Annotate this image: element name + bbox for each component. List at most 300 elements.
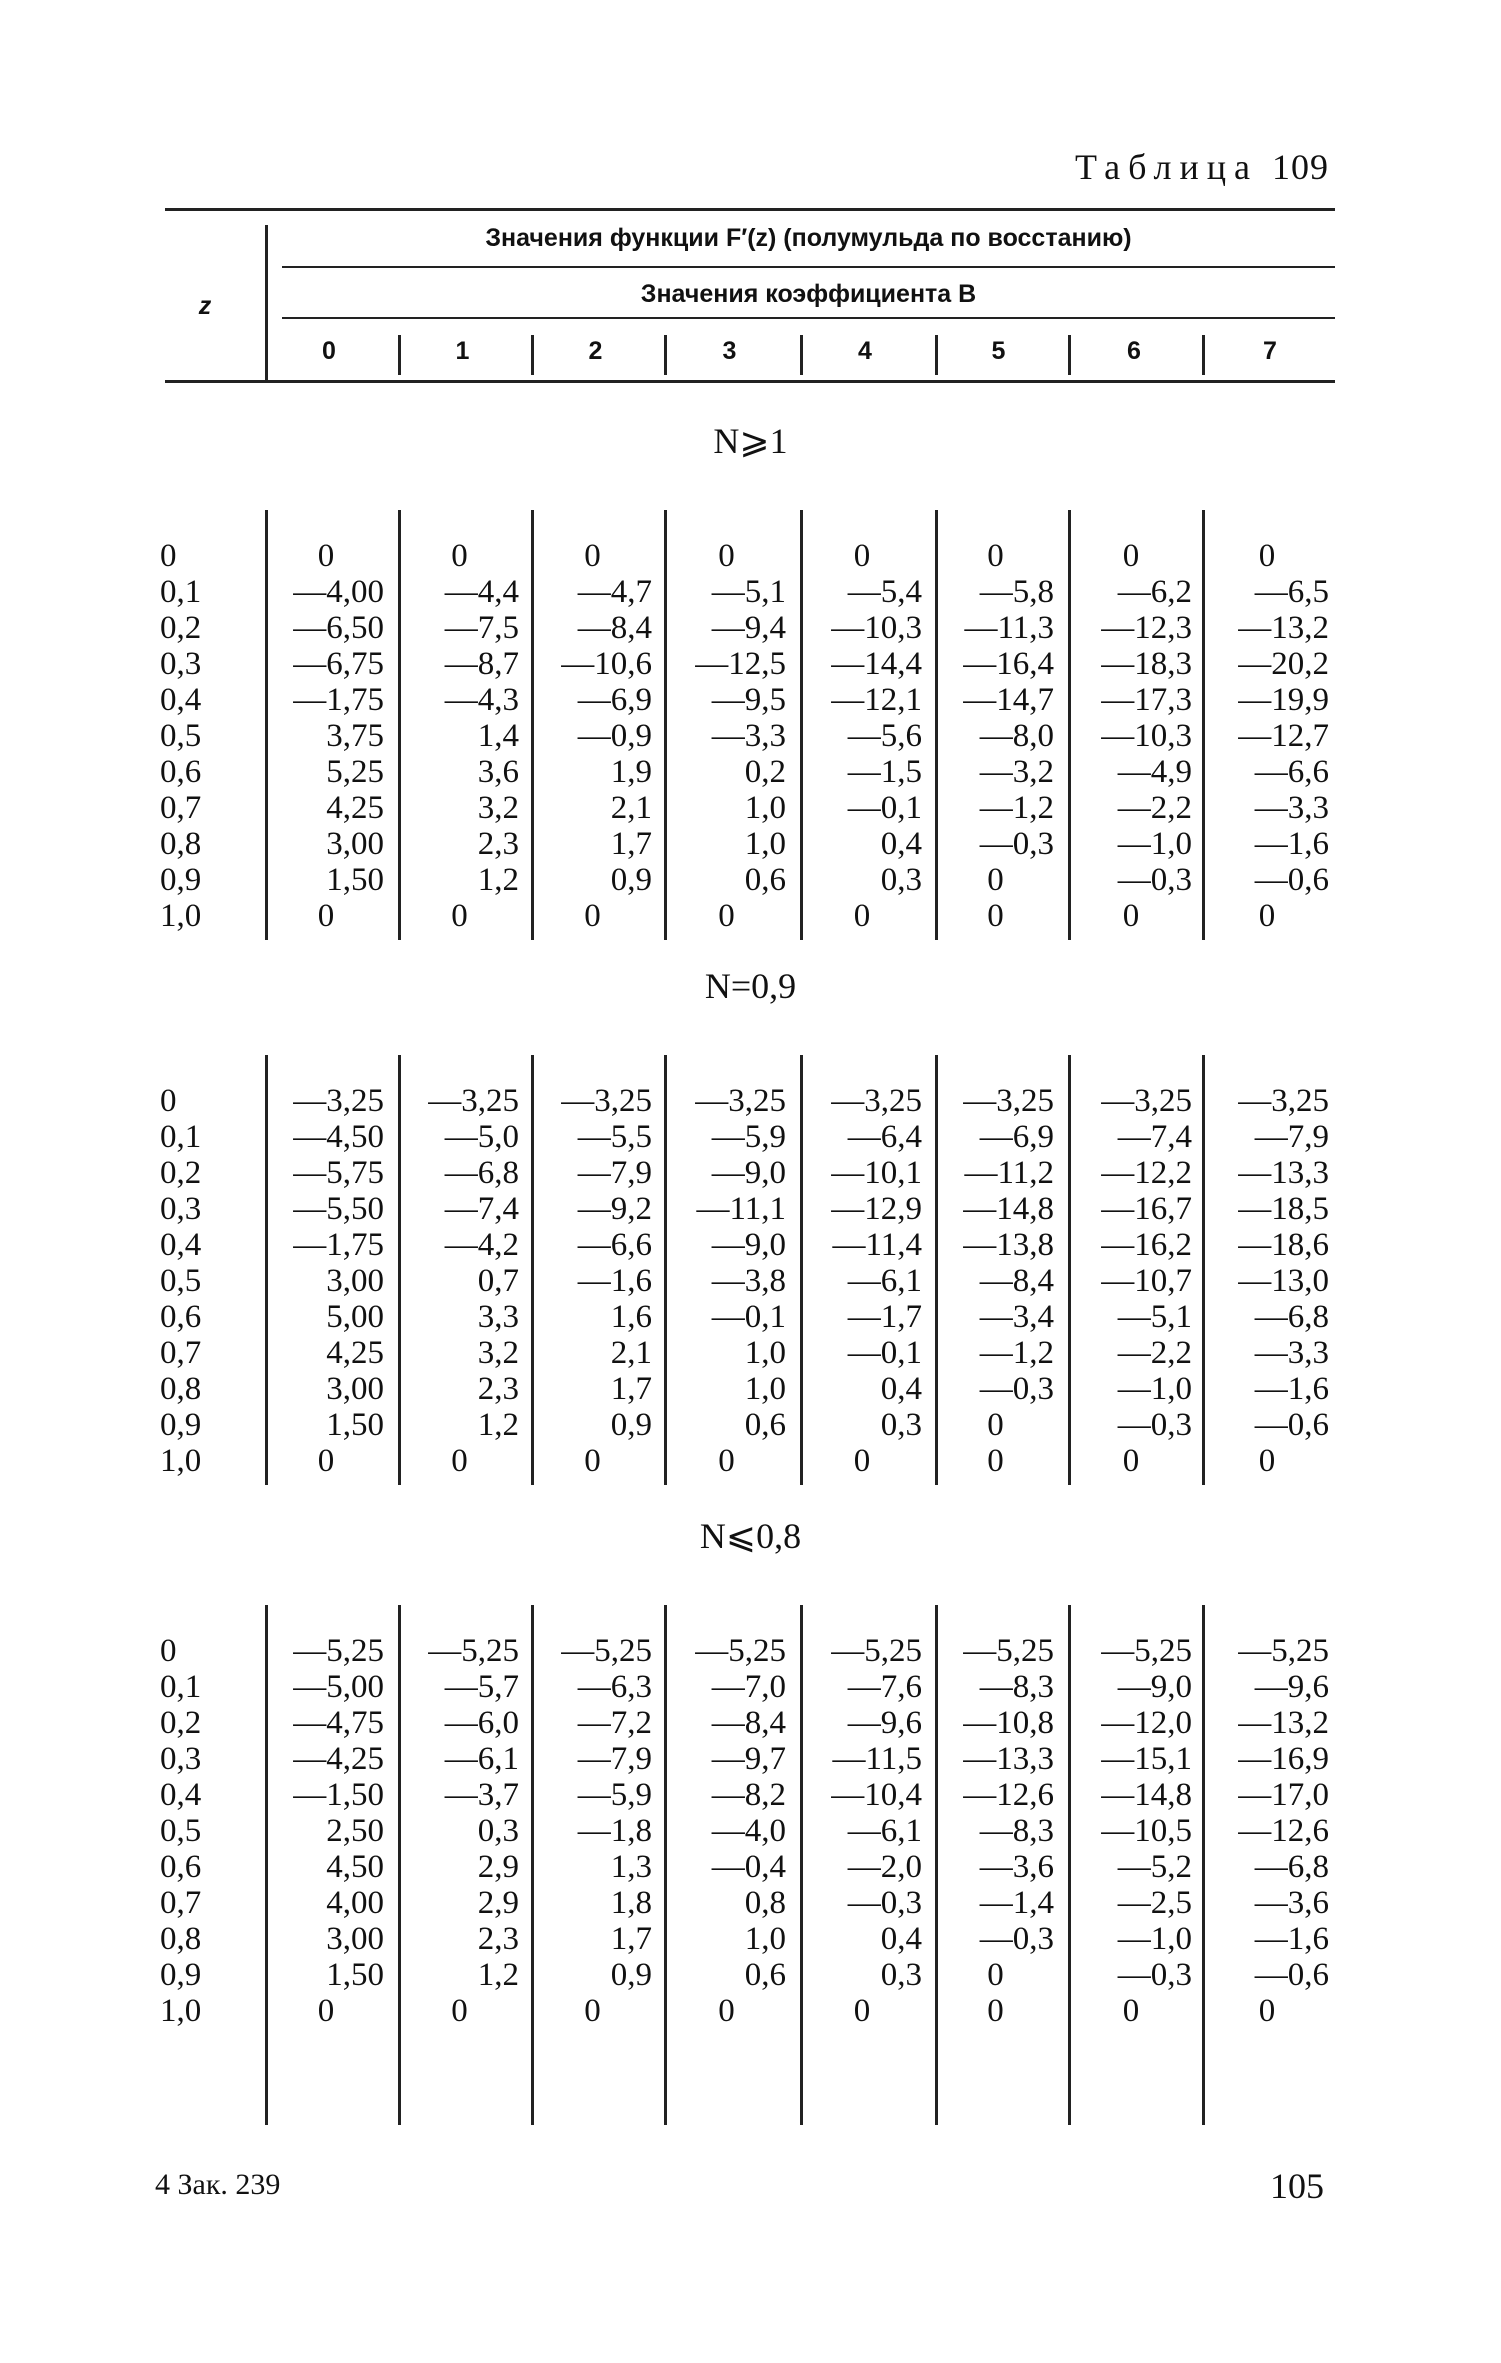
value-cell: 3,00 xyxy=(326,1371,384,1407)
value-cell: —5,25 xyxy=(293,1633,384,1669)
z-cell: 0,6 xyxy=(160,1849,202,1885)
z-cell: 0,4 xyxy=(160,1777,202,1813)
value-cell: —14,8 xyxy=(1101,1777,1192,1813)
value-cell: 0 xyxy=(451,538,468,574)
value-cell: 0 xyxy=(1122,898,1140,934)
value-cell: 0,9 xyxy=(610,862,652,898)
value-cell: —12,1 xyxy=(831,682,922,718)
value-cell: —13,2 xyxy=(1238,610,1329,646)
value-cell: —9,2 xyxy=(577,1191,652,1227)
value-cell: —1,6 xyxy=(577,1263,652,1299)
value-cell: 0,7 xyxy=(477,1263,519,1299)
value-cell: 0 xyxy=(1122,538,1140,574)
value-cell: —11,4 xyxy=(832,1227,922,1263)
value-cell: —7,2 xyxy=(577,1705,652,1741)
b-header-divider xyxy=(935,335,938,375)
value-cell: —3,25 xyxy=(695,1083,786,1119)
value-cell: —16,2 xyxy=(1101,1227,1192,1263)
z-cell: 1,0 xyxy=(160,898,202,934)
value-cell: —9,7 xyxy=(711,1741,786,1777)
value-cell: 1,2 xyxy=(477,1407,519,1443)
value-cell: —5,5 xyxy=(577,1119,652,1155)
value-cell: —2,2 xyxy=(1117,1335,1192,1371)
data-column-b3 xyxy=(667,538,786,934)
z-cell: 0,4 xyxy=(160,682,202,718)
function-title: Значения функции F′(z) (полумульда по восстанию) xyxy=(485,224,1132,252)
value-cell: —3,25 xyxy=(293,1083,384,1119)
z-cell: 0,9 xyxy=(160,862,202,898)
value-cell: —4,3 xyxy=(444,682,519,718)
value-cell: 1,8 xyxy=(610,1885,652,1921)
value-cell: 0 xyxy=(853,1993,871,2029)
value-cell: —4,00 xyxy=(293,574,384,610)
value-cell: 0,3 xyxy=(880,862,922,898)
value-cell: —10,1 xyxy=(831,1155,922,1191)
value-cell: —11,5 xyxy=(832,1741,922,1777)
value-cell: —4,25 xyxy=(293,1741,384,1777)
value-cell: —14,4 xyxy=(831,646,922,682)
z-cell: 0,8 xyxy=(160,1371,202,1407)
z-cell: 0,5 xyxy=(160,1813,202,1849)
data-column-b7 xyxy=(1205,1083,1329,1479)
header-top-rule xyxy=(165,208,1335,211)
value-cell: —3,3 xyxy=(711,718,786,754)
value-cell: —6,9 xyxy=(979,1119,1054,1155)
value-cell: —17,0 xyxy=(1238,1777,1329,1813)
value-cell: —0,3 xyxy=(979,1921,1054,1957)
value-cell: 0 xyxy=(1258,898,1276,934)
value-cell: —0,1 xyxy=(847,1335,922,1371)
section-label: N⩾1 xyxy=(713,421,788,461)
value-cell: —5,25 xyxy=(428,1633,519,1669)
b-header-divider xyxy=(398,335,401,375)
value-cell: —1,6 xyxy=(1254,1371,1329,1407)
z-cell: 0,7 xyxy=(160,1335,202,1371)
value-cell: —0,3 xyxy=(847,1885,922,1921)
value-cell: —5,6 xyxy=(847,718,922,754)
value-cell: —1,7 xyxy=(847,1299,922,1335)
value-cell: —3,7 xyxy=(444,1777,519,1813)
value-cell: 0 xyxy=(1122,1443,1140,1479)
value-cell: 1,0 xyxy=(744,1371,786,1407)
value-cell: —12,7 xyxy=(1238,718,1329,754)
value-cell: —5,8 xyxy=(979,574,1054,610)
value-cell: 0,8 xyxy=(744,1885,786,1921)
value-cell: —6,8 xyxy=(1254,1299,1329,1335)
value-cell: —11,1 xyxy=(696,1191,786,1227)
value-cell: —8,2 xyxy=(711,1777,786,1813)
value-cell: 0 xyxy=(718,1993,735,2029)
value-cell: —3,25 xyxy=(831,1083,922,1119)
value-cell: —0,9 xyxy=(577,718,652,754)
z-cell: 0,9 xyxy=(160,1407,202,1443)
value-cell: 0,6 xyxy=(744,862,786,898)
data-column-b3 xyxy=(667,1633,786,2029)
value-cell: —5,2 xyxy=(1117,1849,1192,1885)
value-cell: 0 xyxy=(987,898,1004,934)
value-cell: —6,9 xyxy=(577,682,652,718)
value-cell: 0 xyxy=(853,1443,871,1479)
value-cell: —5,4 xyxy=(847,574,922,610)
z-cell: 0,8 xyxy=(160,1921,202,1957)
data-column-b4 xyxy=(802,1083,922,1479)
value-cell: 4,50 xyxy=(326,1849,384,1885)
data-column-b0 xyxy=(268,1633,384,2029)
value-cell: 0 xyxy=(718,898,735,934)
value-cell: 0 xyxy=(987,1443,1004,1479)
b-header-divider xyxy=(1202,335,1205,375)
z-cell: 0,3 xyxy=(160,1741,202,1777)
value-cell: —16,7 xyxy=(1101,1191,1192,1227)
value-cell: 0,2 xyxy=(744,754,786,790)
value-cell: —6,50 xyxy=(293,610,384,646)
b-header-4: 4 xyxy=(858,337,872,365)
table-caption-word: Таблица xyxy=(1075,147,1258,187)
value-cell: —10,3 xyxy=(831,610,922,646)
value-cell: 1,0 xyxy=(744,790,786,826)
value-cell: —10,6 xyxy=(561,646,652,682)
data-column-b6 xyxy=(1070,1083,1192,1479)
value-cell: 1,6 xyxy=(610,1299,652,1335)
value-cell: —2,2 xyxy=(1117,790,1192,826)
header-bottom-rule xyxy=(165,380,1335,383)
value-cell: 0 xyxy=(317,898,335,934)
b-header-1: 1 xyxy=(455,337,470,365)
value-cell: 0 xyxy=(987,1957,1004,1993)
coef-title: Значения коэффициента B xyxy=(640,280,977,308)
value-cell: 4,00 xyxy=(326,1885,384,1921)
value-cell: —1,8 xyxy=(577,1813,652,1849)
value-cell: 1,50 xyxy=(326,862,384,898)
footer-left: 4 Зак. 239 xyxy=(155,2168,281,2201)
z-cell: 0,6 xyxy=(160,754,202,790)
value-cell: —18,5 xyxy=(1238,1191,1329,1227)
value-cell: —18,3 xyxy=(1101,646,1192,682)
value-cell: —14,7 xyxy=(963,682,1054,718)
value-cell: 0 xyxy=(987,1407,1004,1443)
value-cell: 1,2 xyxy=(477,1957,519,1993)
value-cell: 2,50 xyxy=(326,1813,384,1849)
value-cell: —9,6 xyxy=(847,1705,922,1741)
value-cell: —2,0 xyxy=(847,1849,922,1885)
value-cell: —3,25 xyxy=(1101,1083,1192,1119)
header-rule-coef xyxy=(282,317,1335,319)
value-cell: —9,0 xyxy=(1117,1669,1192,1705)
value-cell: —13,3 xyxy=(1238,1155,1329,1191)
z-cell: 0,1 xyxy=(160,1669,202,1705)
value-cell: 0,9 xyxy=(610,1407,652,1443)
value-cell: —6,6 xyxy=(1254,754,1329,790)
value-cell: 0 xyxy=(987,862,1004,898)
value-cell: —3,25 xyxy=(561,1083,652,1119)
value-cell: —12,9 xyxy=(831,1191,922,1227)
value-cell: —12,0 xyxy=(1101,1705,1192,1741)
data-column-b7 xyxy=(1205,538,1329,934)
value-cell: —13,2 xyxy=(1238,1705,1329,1741)
value-cell: 0 xyxy=(987,538,1004,574)
value-cell: 1,0 xyxy=(744,1921,786,1957)
value-cell: 0,4 xyxy=(880,1921,922,1957)
value-cell: —4,7 xyxy=(577,574,652,610)
value-cell: —11,2 xyxy=(964,1155,1054,1191)
value-cell: —7,9 xyxy=(577,1155,652,1191)
value-cell: —5,9 xyxy=(577,1777,652,1813)
value-cell: 5,00 xyxy=(326,1299,384,1335)
value-cell: —3,25 xyxy=(428,1083,519,1119)
value-cell: —4,75 xyxy=(293,1705,384,1741)
value-cell: 0,3 xyxy=(477,1813,519,1849)
b-header-divider xyxy=(1068,335,1071,375)
b-header-divider xyxy=(664,335,667,375)
z-cell: 0 xyxy=(160,1633,177,1669)
value-cell: —2,5 xyxy=(1117,1885,1192,1921)
value-cell: —16,4 xyxy=(963,646,1054,682)
z-cell: 0,2 xyxy=(160,610,202,646)
value-cell: 2,1 xyxy=(610,1335,652,1371)
data-column-b5 xyxy=(937,1083,1054,1479)
value-cell: —6,3 xyxy=(577,1669,652,1705)
data-column-b3 xyxy=(667,1083,786,1479)
data-column-b2 xyxy=(533,1633,652,2029)
value-cell: —4,4 xyxy=(444,574,519,610)
b-header-2: 2 xyxy=(588,337,603,365)
value-cell: 3,00 xyxy=(326,1921,384,1957)
value-cell: —6,6 xyxy=(577,1227,652,1263)
value-cell: 0,4 xyxy=(880,1371,922,1407)
value-cell: —0,6 xyxy=(1254,1407,1329,1443)
value-cell: 0 xyxy=(718,1443,735,1479)
data-column-b1 xyxy=(400,538,519,934)
value-cell: —0,3 xyxy=(979,1371,1054,1407)
z-cell: 0,5 xyxy=(160,718,202,754)
value-cell: 0 xyxy=(584,898,601,934)
value-cell: 0 xyxy=(584,1993,601,2029)
value-cell: —7,6 xyxy=(847,1669,922,1705)
value-cell: —0,6 xyxy=(1254,1957,1329,1993)
b-header-5: 5 xyxy=(991,337,1006,365)
z-cell: 0 xyxy=(160,538,177,574)
value-cell: 1,50 xyxy=(326,1957,384,1993)
value-cell: 2,9 xyxy=(477,1885,519,1921)
value-cell: 2,1 xyxy=(610,790,652,826)
value-cell: —4,50 xyxy=(293,1119,384,1155)
z-cell: 0,1 xyxy=(160,1119,202,1155)
z-cell: 0,1 xyxy=(160,574,202,610)
z-cell: 0,2 xyxy=(160,1155,202,1191)
z-header: z xyxy=(198,292,212,320)
z-cell: 0,5 xyxy=(160,1263,202,1299)
data-column-b2 xyxy=(533,1083,652,1479)
value-cell: —1,50 xyxy=(293,1777,384,1813)
value-cell: 0 xyxy=(853,538,871,574)
value-cell: —0,6 xyxy=(1254,862,1329,898)
value-cell: —7,9 xyxy=(1254,1119,1329,1155)
value-cell: —3,2 xyxy=(979,754,1054,790)
value-cell: —5,25 xyxy=(561,1633,652,1669)
value-cell: 0 xyxy=(1258,538,1276,574)
value-cell: 0 xyxy=(1258,1993,1276,2029)
value-cell: —8,0 xyxy=(979,718,1054,754)
value-cell: 1,3 xyxy=(610,1849,652,1885)
value-cell: —18,6 xyxy=(1238,1227,1329,1263)
b-header-3: 3 xyxy=(722,337,737,365)
value-cell: —1,75 xyxy=(293,1227,384,1263)
section-label: N=0,9 xyxy=(704,966,797,1006)
value-cell: —3,8 xyxy=(711,1263,786,1299)
value-cell: —3,6 xyxy=(979,1849,1054,1885)
value-cell: 0,6 xyxy=(744,1407,786,1443)
value-cell: 0 xyxy=(451,1993,468,2029)
z-cell: 0,4 xyxy=(160,1227,202,1263)
value-cell: —6,1 xyxy=(444,1741,519,1777)
value-cell: 2,9 xyxy=(477,1849,519,1885)
value-cell: —3,4 xyxy=(979,1299,1054,1335)
z-cell: 0,7 xyxy=(160,1885,202,1921)
value-cell: —13,8 xyxy=(963,1227,1054,1263)
value-cell: —0,3 xyxy=(1117,1407,1192,1443)
value-cell: —6,5 xyxy=(1254,574,1329,610)
value-cell: 3,00 xyxy=(326,826,384,862)
value-cell: 0 xyxy=(317,1443,335,1479)
value-cell: —0,3 xyxy=(979,826,1054,862)
value-cell: —13,3 xyxy=(963,1741,1054,1777)
value-cell: —10,5 xyxy=(1101,1813,1192,1849)
table-caption xyxy=(1075,146,1329,188)
value-cell: 4,25 xyxy=(326,790,384,826)
value-cell: —5,25 xyxy=(831,1633,922,1669)
value-cell: —5,25 xyxy=(963,1633,1054,1669)
value-cell: —1,5 xyxy=(847,754,922,790)
value-cell: —14,8 xyxy=(963,1191,1054,1227)
data-column-b1 xyxy=(400,1633,519,2029)
z-cell: 1,0 xyxy=(160,1443,202,1479)
header-rule-function xyxy=(282,266,1335,268)
value-cell: 1,7 xyxy=(610,826,652,862)
value-cell: —6,0 xyxy=(444,1705,519,1741)
value-cell: —6,2 xyxy=(1117,574,1192,610)
value-cell: 3,00 xyxy=(326,1263,384,1299)
value-cell: —3,3 xyxy=(1254,1335,1329,1371)
value-cell: —10,3 xyxy=(1101,718,1192,754)
value-cell: 0 xyxy=(451,898,468,934)
value-cell: —9,5 xyxy=(711,682,786,718)
data-column-b4 xyxy=(802,1633,922,2029)
value-cell: —8,3 xyxy=(979,1813,1054,1849)
value-cell: —7,9 xyxy=(577,1741,652,1777)
value-cell: 0 xyxy=(317,1993,335,2029)
value-cell: —6,8 xyxy=(1254,1849,1329,1885)
value-cell: —6,8 xyxy=(444,1155,519,1191)
b-header-6: 6 xyxy=(1127,337,1141,365)
value-cell: 1,0 xyxy=(744,1335,786,1371)
value-cell: —12,6 xyxy=(1238,1813,1329,1849)
value-cell: —1,0 xyxy=(1117,1921,1192,1957)
value-cell: 1,4 xyxy=(477,718,519,754)
value-cell: —3,25 xyxy=(1238,1083,1329,1119)
z-cell: 0 xyxy=(160,1083,177,1119)
value-cell: —3,6 xyxy=(1254,1885,1329,1921)
value-cell: 1,9 xyxy=(610,754,652,790)
data-column-b7 xyxy=(1205,1633,1329,2029)
value-cell: —7,0 xyxy=(711,1669,786,1705)
z-cell: 0,7 xyxy=(160,790,202,826)
value-cell: 1,7 xyxy=(610,1371,652,1407)
value-cell: 0 xyxy=(1258,1443,1276,1479)
b-header-0: 0 xyxy=(322,337,336,365)
value-cell: —7,4 xyxy=(444,1191,519,1227)
value-cell: —7,5 xyxy=(444,610,519,646)
value-cell: 0,6 xyxy=(744,1957,786,1993)
z-cell: 0,3 xyxy=(160,646,202,682)
data-column-b5 xyxy=(937,1633,1054,2029)
data-column-b2 xyxy=(533,538,652,934)
value-cell: —6,1 xyxy=(847,1263,922,1299)
value-cell: 2,3 xyxy=(477,1371,519,1407)
value-cell: 0 xyxy=(718,538,735,574)
value-cell: 3,3 xyxy=(477,1299,519,1335)
value-cell: 2,3 xyxy=(477,1921,519,1957)
value-cell: —1,0 xyxy=(1117,1371,1192,1407)
value-cell: —8,4 xyxy=(979,1263,1054,1299)
page-number: 105 xyxy=(1270,2166,1324,2206)
z-cell: 0,2 xyxy=(160,1705,202,1741)
value-cell: —8,3 xyxy=(979,1669,1054,1705)
value-cell: —15,1 xyxy=(1101,1741,1192,1777)
value-cell: 0 xyxy=(853,898,871,934)
value-cell: 1,50 xyxy=(326,1407,384,1443)
value-cell: —6,1 xyxy=(847,1813,922,1849)
value-cell: —12,2 xyxy=(1101,1155,1192,1191)
value-cell: —4,2 xyxy=(444,1227,519,1263)
value-cell: 2,3 xyxy=(477,826,519,862)
value-cell: —5,0 xyxy=(444,1119,519,1155)
z-cell: 1,0 xyxy=(160,1993,202,2029)
value-cell: —12,6 xyxy=(963,1777,1054,1813)
value-cell: —1,6 xyxy=(1254,1921,1329,1957)
value-cell: —5,1 xyxy=(1117,1299,1192,1335)
z-column xyxy=(160,538,240,934)
data-column-b6 xyxy=(1070,1633,1192,2029)
value-cell: 1,0 xyxy=(744,826,786,862)
value-cell: —12,5 xyxy=(695,646,786,682)
value-cell: —3,3 xyxy=(1254,790,1329,826)
value-cell: —19,9 xyxy=(1238,682,1329,718)
z-cell: 0,6 xyxy=(160,1299,202,1335)
value-cell: —8,4 xyxy=(577,610,652,646)
b-header-divider xyxy=(531,335,534,375)
z-cell: 0,8 xyxy=(160,826,202,862)
value-cell: —0,3 xyxy=(1117,1957,1192,1993)
data-column-b6 xyxy=(1070,538,1192,934)
section-label: N⩽0,8 xyxy=(699,1516,802,1556)
value-cell: —4,0 xyxy=(711,1813,786,1849)
value-cell: —0,4 xyxy=(711,1849,786,1885)
table-number: 109 xyxy=(1272,147,1329,187)
b-header-7: 7 xyxy=(1263,337,1277,365)
value-cell: —1,6 xyxy=(1254,826,1329,862)
value-cell: —9,4 xyxy=(711,610,786,646)
value-cell: —5,75 xyxy=(293,1155,384,1191)
value-cell: 1,7 xyxy=(610,1921,652,1957)
z-cell: 0,3 xyxy=(160,1191,202,1227)
value-cell: —5,25 xyxy=(1238,1633,1329,1669)
value-cell: —0,1 xyxy=(847,790,922,826)
value-cell: —0,3 xyxy=(1117,862,1192,898)
value-cell: —1,2 xyxy=(979,1335,1054,1371)
value-cell: —17,3 xyxy=(1101,682,1192,718)
value-cell: —5,7 xyxy=(444,1669,519,1705)
value-cell: —4,9 xyxy=(1117,754,1192,790)
